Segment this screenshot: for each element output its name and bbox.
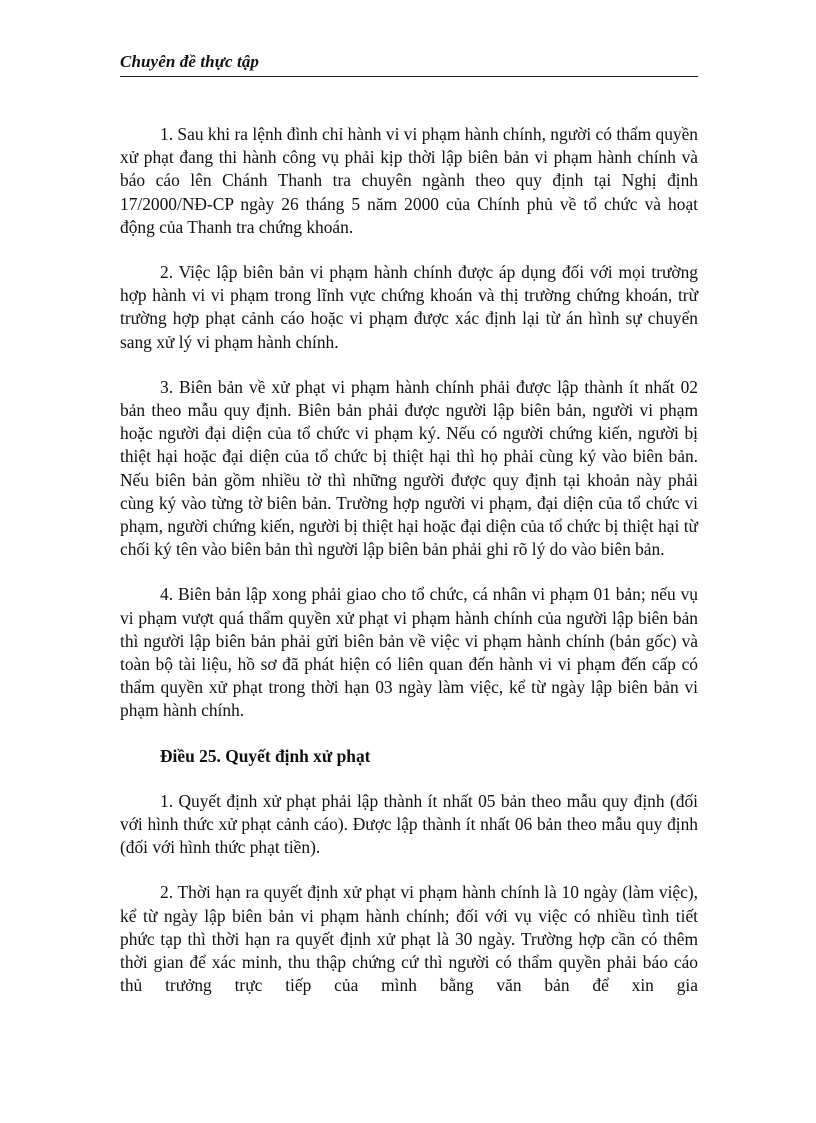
paragraph-4: 4. Biên bản lập xong phải giao cho tổ chức, cá nhân vi phạm 01 bản; nếu vụ vi phạm vượt quá thẩm quyền xử phạt vi phạm hành chính của người lập biên bản thì người lập biên bản phải gửi biên bản về việc vi phạm hành chính (bản gốc) và toàn bộ tài liệu, hồ sơ đã phát hiện có liên quan đến hành vi vi phạm đến cấp có thẩm quyền xử phạt trong thời hạn 03 ngày làm việc, kể từ ngày lập biên bản vi phạm hành chính. xyxy=(120,584,698,721)
paragraph-5: 1. Quyết định xử phạt phải lập thành ít nhất 05 bản theo mẫu quy định (đối với hình thức xử phạt cảnh cáo). Được lập thành ít nhất 06 bản theo mẫu quy định (đối với hình thức phạt tiền). xyxy=(120,790,698,858)
paragraph-6: 2. Thời hạn ra quyết định xử phạt vi phạm hành chính là 10 ngày (làm việc), kể từ ngày lập biên bản vi phạm hành chính; đối với vụ việc có nhiều tình tiết phức tạp thì thời hạn ra quyết định xử phạt là 30 ngày. Trường hợp cần có thêm thời gian để xác minh, thu thập chứng cứ thì người có thẩm quyền phải báo cáo thủ trưởng trực tiếp của mình bằng văn bản để xin gia xyxy=(120,882,698,996)
header-title: Chuyên đề thực tập xyxy=(120,52,260,71)
paragraph-2: 2. Việc lập biên bản vi phạm hành chính được áp dụng đối với mọi trường hợp hành vi vi phạm trong lĩnh vực chứng khoán và thị trường chứng khoán, trừ trường hợp phạt cảnh cáo hoặc vi phạm được xác định lại từ án hình sự chuyển sang xử lý vi phạm hành chính. xyxy=(120,262,698,352)
page-header xyxy=(120,50,698,77)
paragraph-1: 1. Sau khi ra lệnh đình chỉ hành vi vi phạm hành chính, người có thẩm quyền xử phạt đang thi hành công vụ phải kịp thời lập biên bản vi phạm hành chính và báo cáo lên Chánh Thanh tra chuyên ngành theo quy định tại Nghị định 17/2000/NĐ-CP ngày 26 tháng 5 năm 2000 của Chính phủ về tổ chức và hoạt động của Thanh tra chứng khoán. xyxy=(120,124,698,237)
article-heading: Điều 25. Quyết định xử phạt xyxy=(160,745,371,766)
paragraph-3: 3. Biên bản về xử phạt vi phạm hành chính phải được lập thành ít nhất 02 bản theo mẫu quy định. Biên bản phải được người lập biên bản, người vi phạm hoặc người đại diện của tổ chức vi phạm ký. Nếu có người chứng kiến, người bị thiệt hại hoặc đại diện của tổ chức bị thiệt hại thì họ phải cùng ký vào biên bản. Nếu biên bản gồm nhiều tờ thì những người được quy định tại khoản này phải cùng ký vào từng tờ biên bản. Trường hợp người vi phạm, đại diện của tổ chức vi phạm, người chứng kiến, người bị thiệt hại hoặc đại diện của tổ chức bị thiệt hại từ chối ký tên vào biên bản thì người lập biên bản phải ghi rõ lý do vào biên bản. xyxy=(120,376,698,560)
document-body xyxy=(120,123,698,1020)
